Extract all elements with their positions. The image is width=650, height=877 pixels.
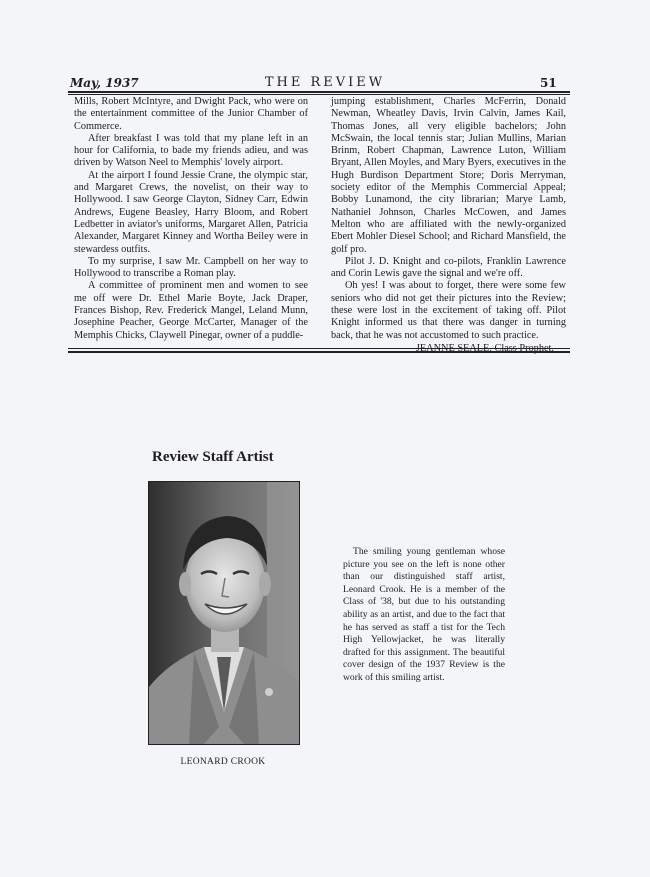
article-paragraph: A committee of prominent men and women to see me off were Dr. Ethel Marie Boyte, Jack Draper, Frances Bishop, Rev. Frederick Mangel, Leland Munn, Josephine Peacher, George McCarter, Manager of the Memphis Chicks, Claywell Pinegar, owner of a puddle- bbox=[74, 280, 308, 341]
article-signature: JEANNE SEALE, Class Prophet. bbox=[415, 342, 554, 354]
header-rule bbox=[68, 91, 570, 93]
header-rule-thin bbox=[68, 94, 570, 95]
artist-portrait-photo bbox=[148, 481, 300, 745]
article-paragraph: At the airport I found Jessie Crane, the olympic star, and Margaret Crews, the novelist, on their way to Hollywood. I saw George Clayton, Sidney Carr, Edwin Andrews, Eugene Beasley, Harry Bloom, and Robert Ledbetter in aviator's uniforms, Margaret Allen, Patricia Alexander, Margaret Kinney and Wortha Beiley were in stewardess outfits. bbox=[74, 169, 308, 255]
article-paragraph: Mills, Robert McIntyre, and Dwight Pack, who were on the entertainment committee of the Junior Chamber of Commerce. bbox=[74, 96, 308, 132]
article-column-right bbox=[331, 96, 566, 355]
photo-caption: LEONARD CROOK bbox=[180, 757, 266, 767]
section-divider bbox=[68, 351, 570, 353]
article-paragraph: After breakfast I was told that my plane left in an hour for California, to bade my friends adieu, and was driven by Watson Neel to Memphis' lovely airport. bbox=[74, 132, 308, 169]
publication-title: THE REVIEW bbox=[264, 75, 386, 90]
artist-bio: The smiling young gentleman whose picture you see on the left is none other than our distinguished staff artist, Leonard Crook. He is a member of the Class of '38, but due to his outstanding ability as an artist, and due to the fact that he has served as staff a tist for the Tech High Yellowjacket, he was literally drafted for this assignment. The beautiful cover design of the 1937 Review is the work of this smiling artist. bbox=[343, 546, 505, 683]
section-divider-thin bbox=[68, 348, 570, 349]
article-paragraph: Oh yes! I was about to forget, there were some few seniors who did not get their pictures into the Review; these were lost in the excitement of taking off. Pilot Knight informed us that there was danger in turning back, that he was not accustomed to such practice. bbox=[331, 280, 566, 341]
article-paragraph: jumping establishment, Charles McFerrin, Donald Newman, Wheatley Davis, Irvin Calvin, James Kail, Thomas Jones, all very eligible bachelors; John McSwain, the local tennis star; Julian Mullins, Marian Brinm, Robert Chapman, Lawrence Luton, William Bryant, Allen Moyles, and Mary Byers, executives in the Hugh Burdison Department Store; Doris Merryman, society editor of the Memphis Commercial Appeal; Bobby Lunamond, the city librarian; Marye Lamb, Nathaniel Johnson, Charles McCowen, and James Melton who are affiliated with the newly-organized Ebert Mohler Diesel School; and Richard Mansfield, the golf pro. bbox=[331, 96, 566, 255]
page-number: 51 bbox=[540, 76, 557, 90]
article-paragraph: To my surprise, I saw Mr. Campbell on her way to Hollywood to transcribe a Roman play. bbox=[74, 255, 308, 280]
article-paragraph: Pilot J. D. Knight and co-pilots, Franklin Lawrence and Corin Lewis gave the signal and we're off. bbox=[331, 255, 566, 280]
issue-date: May, 1937 bbox=[70, 76, 139, 90]
article-column-left bbox=[74, 96, 308, 342]
feature-title: Review Staff Artist bbox=[152, 449, 274, 465]
